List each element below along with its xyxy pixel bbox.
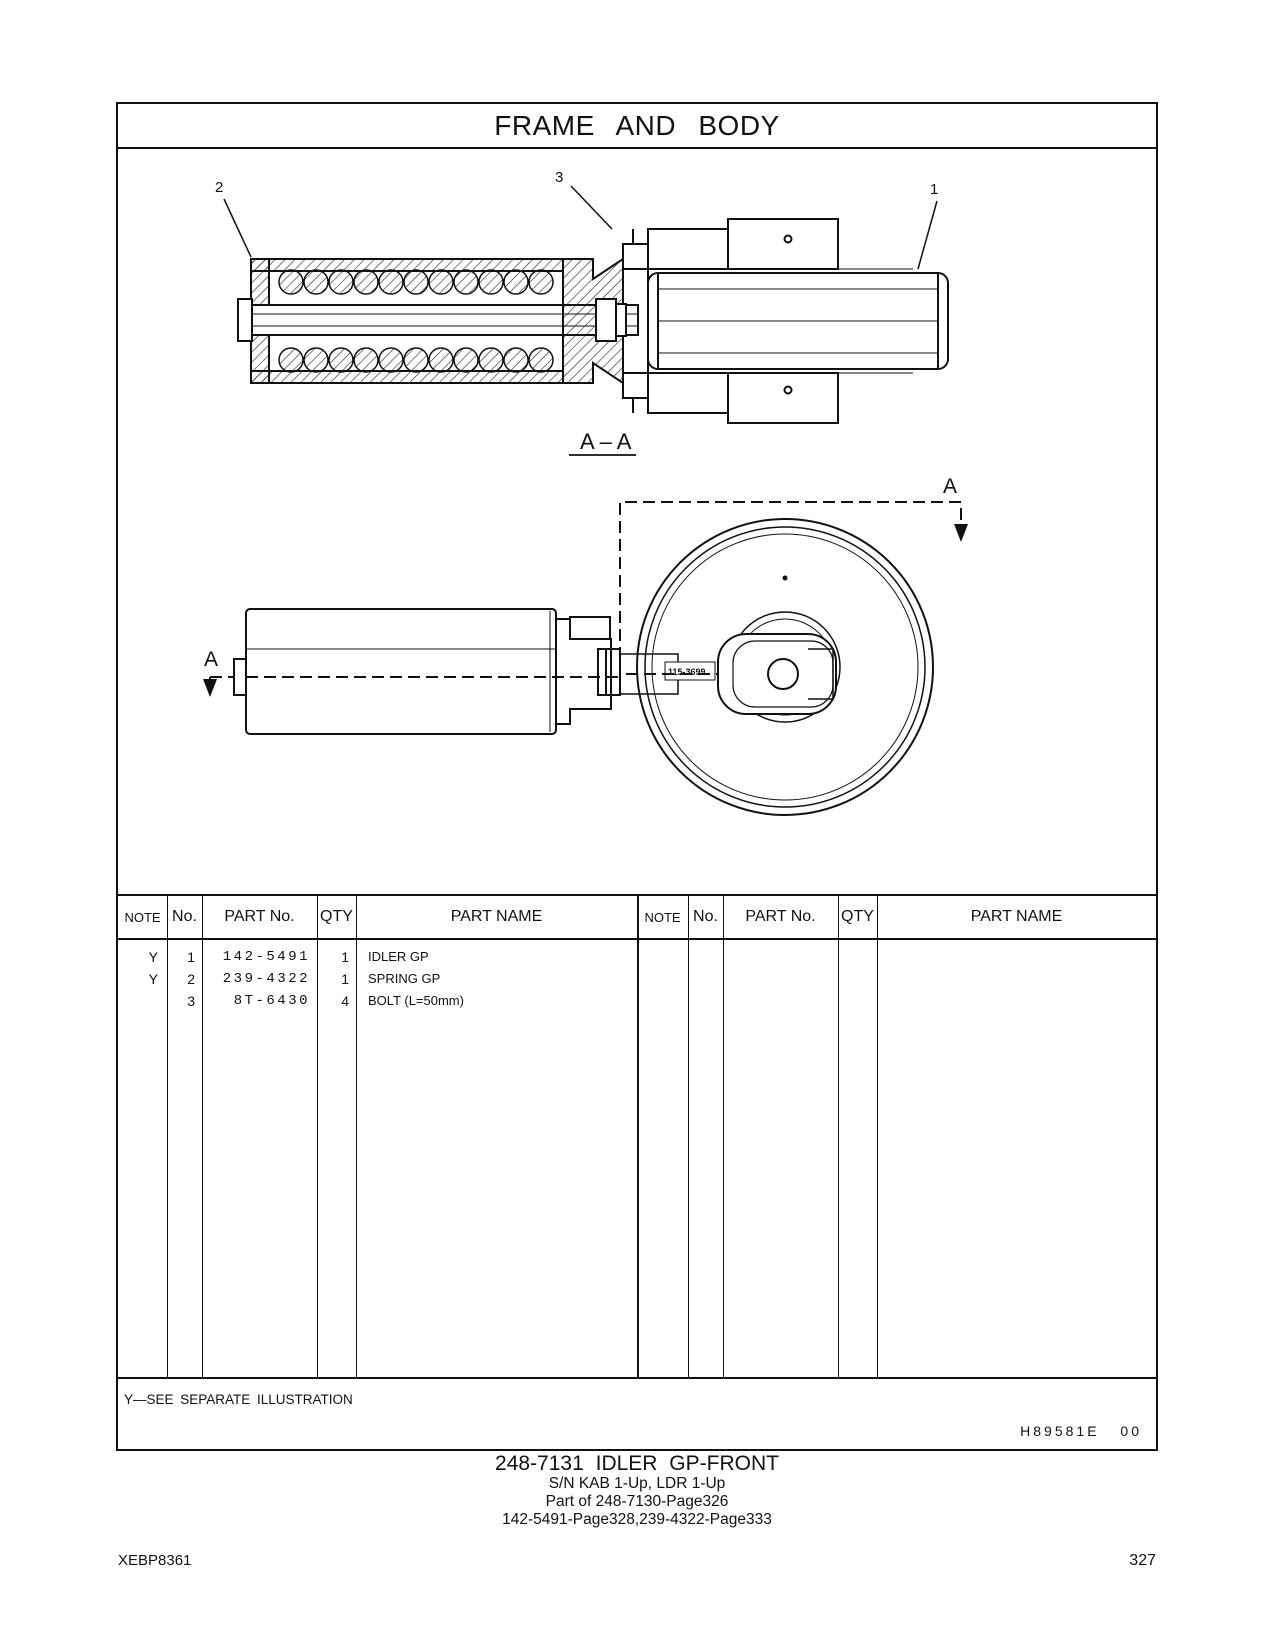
caption-serial: S/N KAB 1-Up, LDR 1-Up — [548, 1475, 726, 1492]
row-qty: 1 — [341, 971, 349, 987]
row-no: 3 — [187, 993, 195, 1009]
caption-references: 142-5491-Page328,239-4322-Page333 — [502, 1511, 772, 1528]
header-part-no: PART No. — [224, 908, 295, 925]
part-marking: 115-3699 — [668, 667, 706, 677]
row-part-name: BOLT (L=50mm) — [368, 993, 464, 1008]
row-no: 2 — [187, 971, 195, 987]
row-part-name: IDLER GP — [368, 949, 429, 964]
row-note: Y — [148, 949, 158, 965]
table-row — [118, 946, 637, 968]
row-no: 1 — [187, 949, 195, 965]
parts-illustration — [118, 149, 1156, 894]
row-part-name: SPRING GP — [368, 971, 441, 986]
header-no-right: No. — [693, 908, 718, 925]
header-part-no-right: PART No. — [745, 908, 816, 925]
header-qty-right: QTY — [841, 908, 874, 925]
publication-id: XEBP8361 — [118, 1552, 192, 1569]
page-number: 327 — [1129, 1552, 1156, 1569]
row-part-no: 239-4322 — [222, 971, 310, 987]
side-view — [203, 502, 968, 815]
header-no: No. — [172, 908, 197, 925]
header-note: NOTE — [124, 909, 161, 925]
callout-1: 1 — [930, 181, 939, 198]
caption-part-of: Part of 248-7130-Page326 — [545, 1493, 729, 1510]
header-part-name: PART NAME — [450, 908, 543, 925]
footnote-text: Y—SEE SEPARATE ILLUSTRATION — [124, 1392, 353, 1407]
table-row — [118, 968, 637, 990]
illustration-reference: H89581E 00 — [1020, 1423, 1142, 1439]
section-label: A – A — [580, 429, 632, 454]
section-title: FRAME AND BODY — [118, 104, 1156, 149]
header-note-right: NOTE — [644, 909, 681, 925]
row-part-no: 8T-6430 — [233, 993, 310, 1009]
row-note — [118, 990, 158, 1012]
section-view-aa — [224, 186, 948, 423]
row-part-no: 142-5491 — [222, 949, 310, 965]
section-marker-left: A — [204, 648, 219, 671]
row-qty: 4 — [341, 993, 349, 1009]
callout-2: 2 — [215, 179, 224, 196]
callout-3: 3 — [555, 169, 564, 186]
parts-page-frame — [116, 102, 1158, 1451]
footnote-area — [118, 1377, 1156, 1451]
row-qty: 1 — [341, 949, 349, 965]
caption-title: 248-7131 IDLER GP-FRONT — [495, 1452, 779, 1475]
header-qty: QTY — [320, 908, 353, 925]
table-row — [118, 990, 637, 1012]
parts-list-table — [118, 894, 1156, 1377]
header-part-name-right: PART NAME — [970, 908, 1063, 925]
section-marker-top: A — [943, 475, 958, 498]
row-note: Y — [148, 971, 158, 987]
